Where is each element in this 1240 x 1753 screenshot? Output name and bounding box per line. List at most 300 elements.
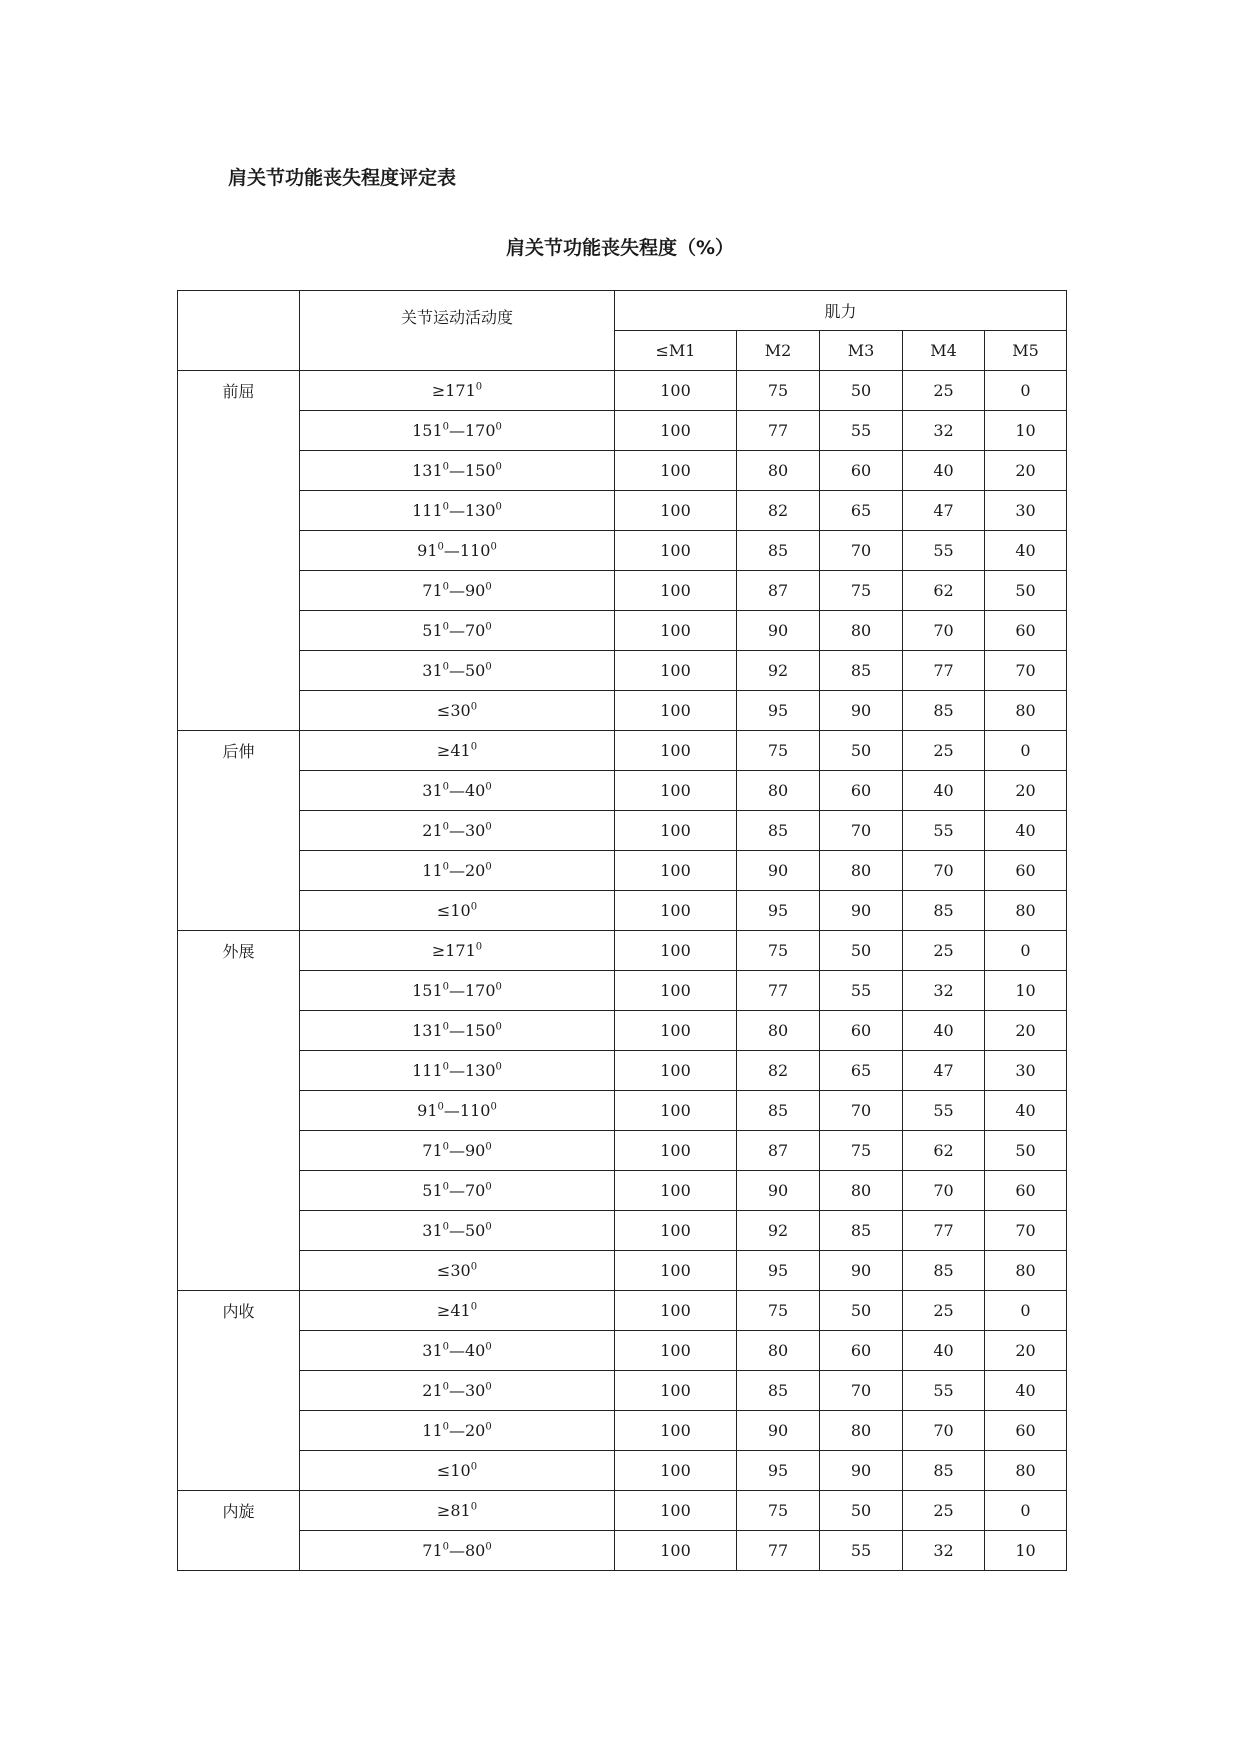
range-cell	[300, 731, 615, 771]
value-cell: 25	[903, 371, 985, 411]
value-cell: 25	[903, 931, 985, 971]
movement-label: 后伸	[178, 731, 300, 931]
range-cell	[300, 1491, 615, 1531]
value-cell: 100	[615, 1331, 737, 1371]
value-cell: 70	[820, 1091, 903, 1131]
degree-mark: 0	[490, 1101, 497, 1113]
degree-mark: 0	[485, 1341, 492, 1353]
value-cell: 100	[615, 1051, 737, 1091]
value-cell: 80	[820, 851, 903, 891]
degree-mark: 0	[442, 461, 449, 473]
value-cell: 85	[820, 1211, 903, 1251]
value-cell: 10	[985, 971, 1067, 1011]
range-cell	[300, 1411, 615, 1451]
value-cell: 80	[820, 1171, 903, 1211]
value-cell: 75	[820, 571, 903, 611]
range-value: 91	[417, 541, 438, 560]
table-row	[178, 1211, 1067, 1251]
value-cell: 55	[820, 971, 903, 1011]
table-row	[178, 451, 1067, 491]
value-cell: 77	[737, 1531, 820, 1571]
range-value: 31	[422, 1341, 443, 1360]
degree-mark: 0	[442, 621, 449, 633]
range-cell	[300, 1211, 615, 1251]
header-row-1	[178, 291, 1067, 331]
range-cell	[300, 411, 615, 451]
range-cell	[300, 571, 615, 611]
degree-mark: 0	[485, 1381, 492, 1393]
value-cell: 85	[903, 691, 985, 731]
range-end: —40	[449, 781, 486, 800]
value-cell: 100	[615, 1091, 737, 1131]
degree-mark: 0	[495, 1061, 502, 1073]
table-row	[178, 811, 1067, 851]
value-cell: 60	[820, 771, 903, 811]
degree-mark: 0	[475, 941, 483, 953]
header-grade: M3	[820, 331, 903, 371]
value-cell: 87	[737, 571, 820, 611]
range-end: —50	[449, 1221, 486, 1240]
value-cell: 75	[737, 1291, 820, 1331]
range-value: 31	[422, 661, 443, 680]
range-value: 111	[412, 1061, 443, 1080]
value-cell: 65	[820, 491, 903, 531]
value-cell: 87	[737, 1131, 820, 1171]
range-value: 31	[422, 1221, 443, 1240]
range-value: ≥171	[431, 381, 476, 400]
range-end: —90	[449, 1141, 486, 1160]
value-cell: 85	[903, 891, 985, 931]
degree-mark: 0	[437, 1101, 444, 1113]
range-value: 151	[412, 981, 443, 1000]
value-cell: 85	[737, 531, 820, 571]
table-row	[178, 571, 1067, 611]
degree-mark: 0	[442, 1421, 449, 1433]
degree-mark: 0	[442, 1181, 449, 1193]
document-title: 肩关节功能丧失程度评定表	[228, 167, 457, 189]
degree-mark: 0	[485, 581, 492, 593]
value-cell: 100	[615, 1131, 737, 1171]
value-cell: 55	[903, 811, 985, 851]
value-cell: 100	[615, 1411, 737, 1451]
value-cell: 65	[820, 1051, 903, 1091]
degree-mark: 0	[442, 581, 449, 593]
range-end: —90	[449, 581, 486, 600]
value-cell: 100	[615, 1451, 737, 1491]
table-row	[178, 611, 1067, 651]
value-cell: 90	[820, 891, 903, 931]
table-caption: 肩关节功能丧失程度（%）	[505, 237, 735, 259]
degree-mark: 0	[470, 901, 478, 913]
range-cell	[300, 1531, 615, 1571]
degree-mark: 0	[442, 981, 449, 993]
table-row	[178, 1411, 1067, 1451]
range-value: 51	[422, 1181, 443, 1200]
value-cell: 10	[985, 411, 1067, 451]
table-row	[178, 931, 1067, 971]
degree-mark: 0	[470, 741, 478, 753]
value-cell: 80	[737, 771, 820, 811]
value-cell: 80	[985, 1451, 1067, 1491]
range-cell	[300, 851, 615, 891]
range-cell	[300, 1451, 615, 1491]
value-cell: 70	[903, 851, 985, 891]
value-cell: 90	[737, 1171, 820, 1211]
table-row	[178, 1531, 1067, 1571]
value-cell: 100	[615, 491, 737, 531]
value-cell: 80	[737, 1011, 820, 1051]
degree-mark: 0	[495, 501, 502, 513]
value-cell: 60	[820, 1331, 903, 1371]
table-row	[178, 1371, 1067, 1411]
value-cell: 55	[903, 531, 985, 571]
value-cell: 47	[903, 1051, 985, 1091]
range-end: —30	[449, 1381, 486, 1400]
degree-mark: 0	[495, 461, 502, 473]
degree-mark: 0	[485, 1141, 492, 1153]
value-cell: 50	[820, 1491, 903, 1531]
value-cell: 40	[903, 771, 985, 811]
degree-mark: 0	[485, 1541, 492, 1553]
value-cell: 32	[903, 411, 985, 451]
degree-mark: 0	[485, 1181, 492, 1193]
table-row	[178, 1091, 1067, 1131]
table-row	[178, 971, 1067, 1011]
value-cell: 75	[737, 1491, 820, 1531]
value-cell: 75	[737, 931, 820, 971]
range-value: ≤10	[436, 1461, 471, 1480]
degree-mark: 0	[470, 1501, 478, 1513]
header-grade: M5	[985, 331, 1067, 371]
value-cell: 25	[903, 1291, 985, 1331]
header-grade: M4	[903, 331, 985, 371]
value-cell: 70	[903, 1171, 985, 1211]
range-cell	[300, 1171, 615, 1211]
value-cell: 55	[820, 411, 903, 451]
value-cell: 0	[985, 731, 1067, 771]
value-cell: 70	[820, 531, 903, 571]
range-cell	[300, 491, 615, 531]
degree-mark: 0	[485, 1421, 492, 1433]
value-cell: 92	[737, 1211, 820, 1251]
value-cell: 85	[903, 1251, 985, 1291]
movement-label: 内旋	[178, 1491, 300, 1571]
movement-label: 外展	[178, 931, 300, 1291]
range-value: 31	[422, 781, 443, 800]
degree-mark: 0	[442, 781, 449, 793]
degree-mark: 0	[442, 501, 449, 513]
value-cell: 90	[820, 1251, 903, 1291]
value-cell: 100	[615, 1531, 737, 1571]
range-cell	[300, 971, 615, 1011]
range-value: 21	[422, 821, 443, 840]
value-cell: 0	[985, 931, 1067, 971]
value-cell: 32	[903, 971, 985, 1011]
degree-mark: 0	[485, 861, 492, 873]
table-row	[178, 531, 1067, 571]
value-cell: 85	[737, 1371, 820, 1411]
value-cell: 60	[985, 1171, 1067, 1211]
value-cell: 25	[903, 1491, 985, 1531]
header-grade: M2	[737, 331, 820, 371]
table-row	[178, 1451, 1067, 1491]
value-cell: 100	[615, 851, 737, 891]
range-value: 151	[412, 421, 443, 440]
range-value: ≥41	[436, 1301, 471, 1320]
value-cell: 0	[985, 1491, 1067, 1531]
value-cell: 85	[820, 651, 903, 691]
range-cell	[300, 371, 615, 411]
value-cell: 40	[985, 1371, 1067, 1411]
header-grade: ≤M1	[615, 331, 737, 371]
value-cell: 77	[737, 971, 820, 1011]
table-row	[178, 1491, 1067, 1531]
range-value: 11	[422, 1421, 443, 1440]
degree-mark: 0	[442, 1221, 449, 1233]
range-end: —70	[449, 621, 486, 640]
header-corner-cell	[178, 291, 300, 371]
function-loss-table	[177, 290, 1067, 1571]
value-cell: 60	[985, 1411, 1067, 1451]
range-cell	[300, 811, 615, 851]
movement-label: 内收	[178, 1291, 300, 1491]
value-cell: 95	[737, 891, 820, 931]
degree-mark: 0	[442, 1061, 449, 1073]
value-cell: 100	[615, 1491, 737, 1531]
value-cell: 80	[820, 611, 903, 651]
value-cell: 70	[820, 811, 903, 851]
header-strength: 肌力	[615, 291, 1067, 331]
value-cell: 80	[985, 691, 1067, 731]
range-value: ≤30	[436, 701, 471, 720]
value-cell: 60	[985, 851, 1067, 891]
value-cell: 20	[985, 1011, 1067, 1051]
range-cell	[300, 771, 615, 811]
value-cell: 60	[820, 451, 903, 491]
degree-mark: 0	[485, 781, 492, 793]
movement-label: 前屈	[178, 371, 300, 731]
value-cell: 95	[737, 691, 820, 731]
table-row	[178, 731, 1067, 771]
value-cell: 100	[615, 651, 737, 691]
range-cell	[300, 1011, 615, 1051]
range-end: —110	[443, 541, 491, 560]
value-cell: 70	[903, 1411, 985, 1451]
range-cell	[300, 451, 615, 491]
value-cell: 50	[985, 1131, 1067, 1171]
degree-mark: 0	[442, 1541, 449, 1553]
range-end: —40	[449, 1341, 486, 1360]
range-value: 131	[412, 461, 443, 480]
value-cell: 40	[985, 531, 1067, 571]
degree-mark: 0	[495, 421, 502, 433]
table-row	[178, 1291, 1067, 1331]
degree-mark: 0	[470, 1461, 478, 1473]
degree-mark: 0	[475, 381, 483, 393]
value-cell: 100	[615, 691, 737, 731]
range-value: 131	[412, 1021, 443, 1040]
value-cell: 90	[820, 691, 903, 731]
range-end: —50	[449, 661, 486, 680]
value-cell: 0	[985, 1291, 1067, 1331]
value-cell: 50	[820, 1291, 903, 1331]
table-row	[178, 651, 1067, 691]
degree-mark: 0	[470, 1261, 478, 1273]
value-cell: 40	[985, 1091, 1067, 1131]
table-row	[178, 851, 1067, 891]
table-row	[178, 371, 1067, 411]
range-value: ≥171	[431, 941, 476, 960]
degree-mark: 0	[485, 621, 492, 633]
value-cell: 100	[615, 571, 737, 611]
value-cell: 90	[737, 1411, 820, 1451]
value-cell: 70	[985, 651, 1067, 691]
table-row	[178, 891, 1067, 931]
range-end: —150	[449, 1021, 496, 1040]
degree-mark: 0	[442, 661, 449, 673]
range-value: ≤30	[436, 1261, 471, 1280]
value-cell: 100	[615, 891, 737, 931]
range-cell	[300, 1371, 615, 1411]
value-cell: 40	[903, 1011, 985, 1051]
range-cell	[300, 691, 615, 731]
range-end: —170	[449, 421, 496, 440]
value-cell: 92	[737, 651, 820, 691]
range-cell	[300, 1051, 615, 1091]
value-cell: 70	[985, 1211, 1067, 1251]
value-cell: 75	[737, 731, 820, 771]
value-cell: 30	[985, 491, 1067, 531]
value-cell: 32	[903, 1531, 985, 1571]
header-range: 关节运动活动度	[300, 291, 615, 371]
value-cell: 10	[985, 1531, 1067, 1571]
value-cell: 85	[903, 1451, 985, 1491]
value-cell: 30	[985, 1051, 1067, 1091]
value-cell: 50	[985, 571, 1067, 611]
range-value: 71	[422, 1141, 443, 1160]
value-cell: 100	[615, 731, 737, 771]
value-cell: 40	[985, 811, 1067, 851]
value-cell: 100	[615, 931, 737, 971]
table-row	[178, 1251, 1067, 1291]
value-cell: 90	[737, 611, 820, 651]
table-row	[178, 1131, 1067, 1171]
value-cell: 70	[820, 1371, 903, 1411]
degree-mark: 0	[470, 701, 478, 713]
value-cell: 50	[820, 371, 903, 411]
range-end: —70	[449, 1181, 486, 1200]
range-cell	[300, 931, 615, 971]
value-cell: 40	[903, 451, 985, 491]
value-cell: 100	[615, 1011, 737, 1051]
degree-mark: 0	[442, 821, 449, 833]
value-cell: 47	[903, 491, 985, 531]
range-value: 71	[422, 581, 443, 600]
value-cell: 100	[615, 1211, 737, 1251]
value-cell: 20	[985, 1331, 1067, 1371]
value-cell: 80	[820, 1411, 903, 1451]
range-cell	[300, 1251, 615, 1291]
degree-mark: 0	[442, 421, 449, 433]
range-cell	[300, 611, 615, 651]
value-cell: 55	[903, 1371, 985, 1411]
range-end: —110	[443, 1101, 491, 1120]
range-cell	[300, 1331, 615, 1371]
value-cell: 55	[820, 1531, 903, 1571]
range-value: 111	[412, 501, 443, 520]
value-cell: 70	[903, 611, 985, 651]
value-cell: 75	[820, 1131, 903, 1171]
value-cell: 62	[903, 1131, 985, 1171]
value-cell: 90	[820, 1451, 903, 1491]
value-cell: 100	[615, 1371, 737, 1411]
range-value: 91	[417, 1101, 438, 1120]
range-value: ≥81	[436, 1501, 471, 1520]
range-value: 51	[422, 621, 443, 640]
degree-mark: 0	[490, 541, 497, 553]
value-cell: 100	[615, 411, 737, 451]
value-cell: 80	[985, 891, 1067, 931]
range-value: 11	[422, 861, 443, 880]
value-cell: 75	[737, 371, 820, 411]
value-cell: 60	[985, 611, 1067, 651]
range-value: ≤10	[436, 901, 471, 920]
value-cell: 77	[737, 411, 820, 451]
value-cell: 85	[737, 811, 820, 851]
value-cell: 100	[615, 971, 737, 1011]
range-end: —130	[449, 1061, 496, 1080]
range-end: —80	[449, 1541, 486, 1560]
value-cell: 80	[737, 451, 820, 491]
range-value: 21	[422, 1381, 443, 1400]
value-cell: 82	[737, 1051, 820, 1091]
range-cell	[300, 1091, 615, 1131]
value-cell: 100	[615, 1251, 737, 1291]
degree-mark: 0	[485, 1221, 492, 1233]
range-end: —20	[449, 861, 486, 880]
range-end: —20	[449, 1421, 486, 1440]
value-cell: 25	[903, 731, 985, 771]
value-cell: 90	[737, 851, 820, 891]
table-row	[178, 1011, 1067, 1051]
range-cell	[300, 1131, 615, 1171]
value-cell: 77	[903, 1211, 985, 1251]
range-cell	[300, 531, 615, 571]
value-cell: 62	[903, 571, 985, 611]
value-cell: 100	[615, 1171, 737, 1211]
value-cell: 80	[737, 1331, 820, 1371]
value-cell: 100	[615, 811, 737, 851]
value-cell: 0	[985, 371, 1067, 411]
value-cell: 100	[615, 531, 737, 571]
value-cell: 100	[615, 371, 737, 411]
value-cell: 60	[820, 1011, 903, 1051]
table-row	[178, 1331, 1067, 1371]
degree-mark: 0	[485, 661, 492, 673]
degree-mark: 0	[485, 821, 492, 833]
table-row	[178, 771, 1067, 811]
degree-mark: 0	[495, 981, 502, 993]
range-cell	[300, 1291, 615, 1331]
degree-mark: 0	[442, 861, 449, 873]
value-cell: 100	[615, 771, 737, 811]
range-end: —150	[449, 461, 496, 480]
degree-mark: 0	[495, 1021, 502, 1033]
value-cell: 50	[820, 931, 903, 971]
degree-mark: 0	[470, 1301, 478, 1313]
value-cell: 85	[737, 1091, 820, 1131]
table-row	[178, 1051, 1067, 1091]
